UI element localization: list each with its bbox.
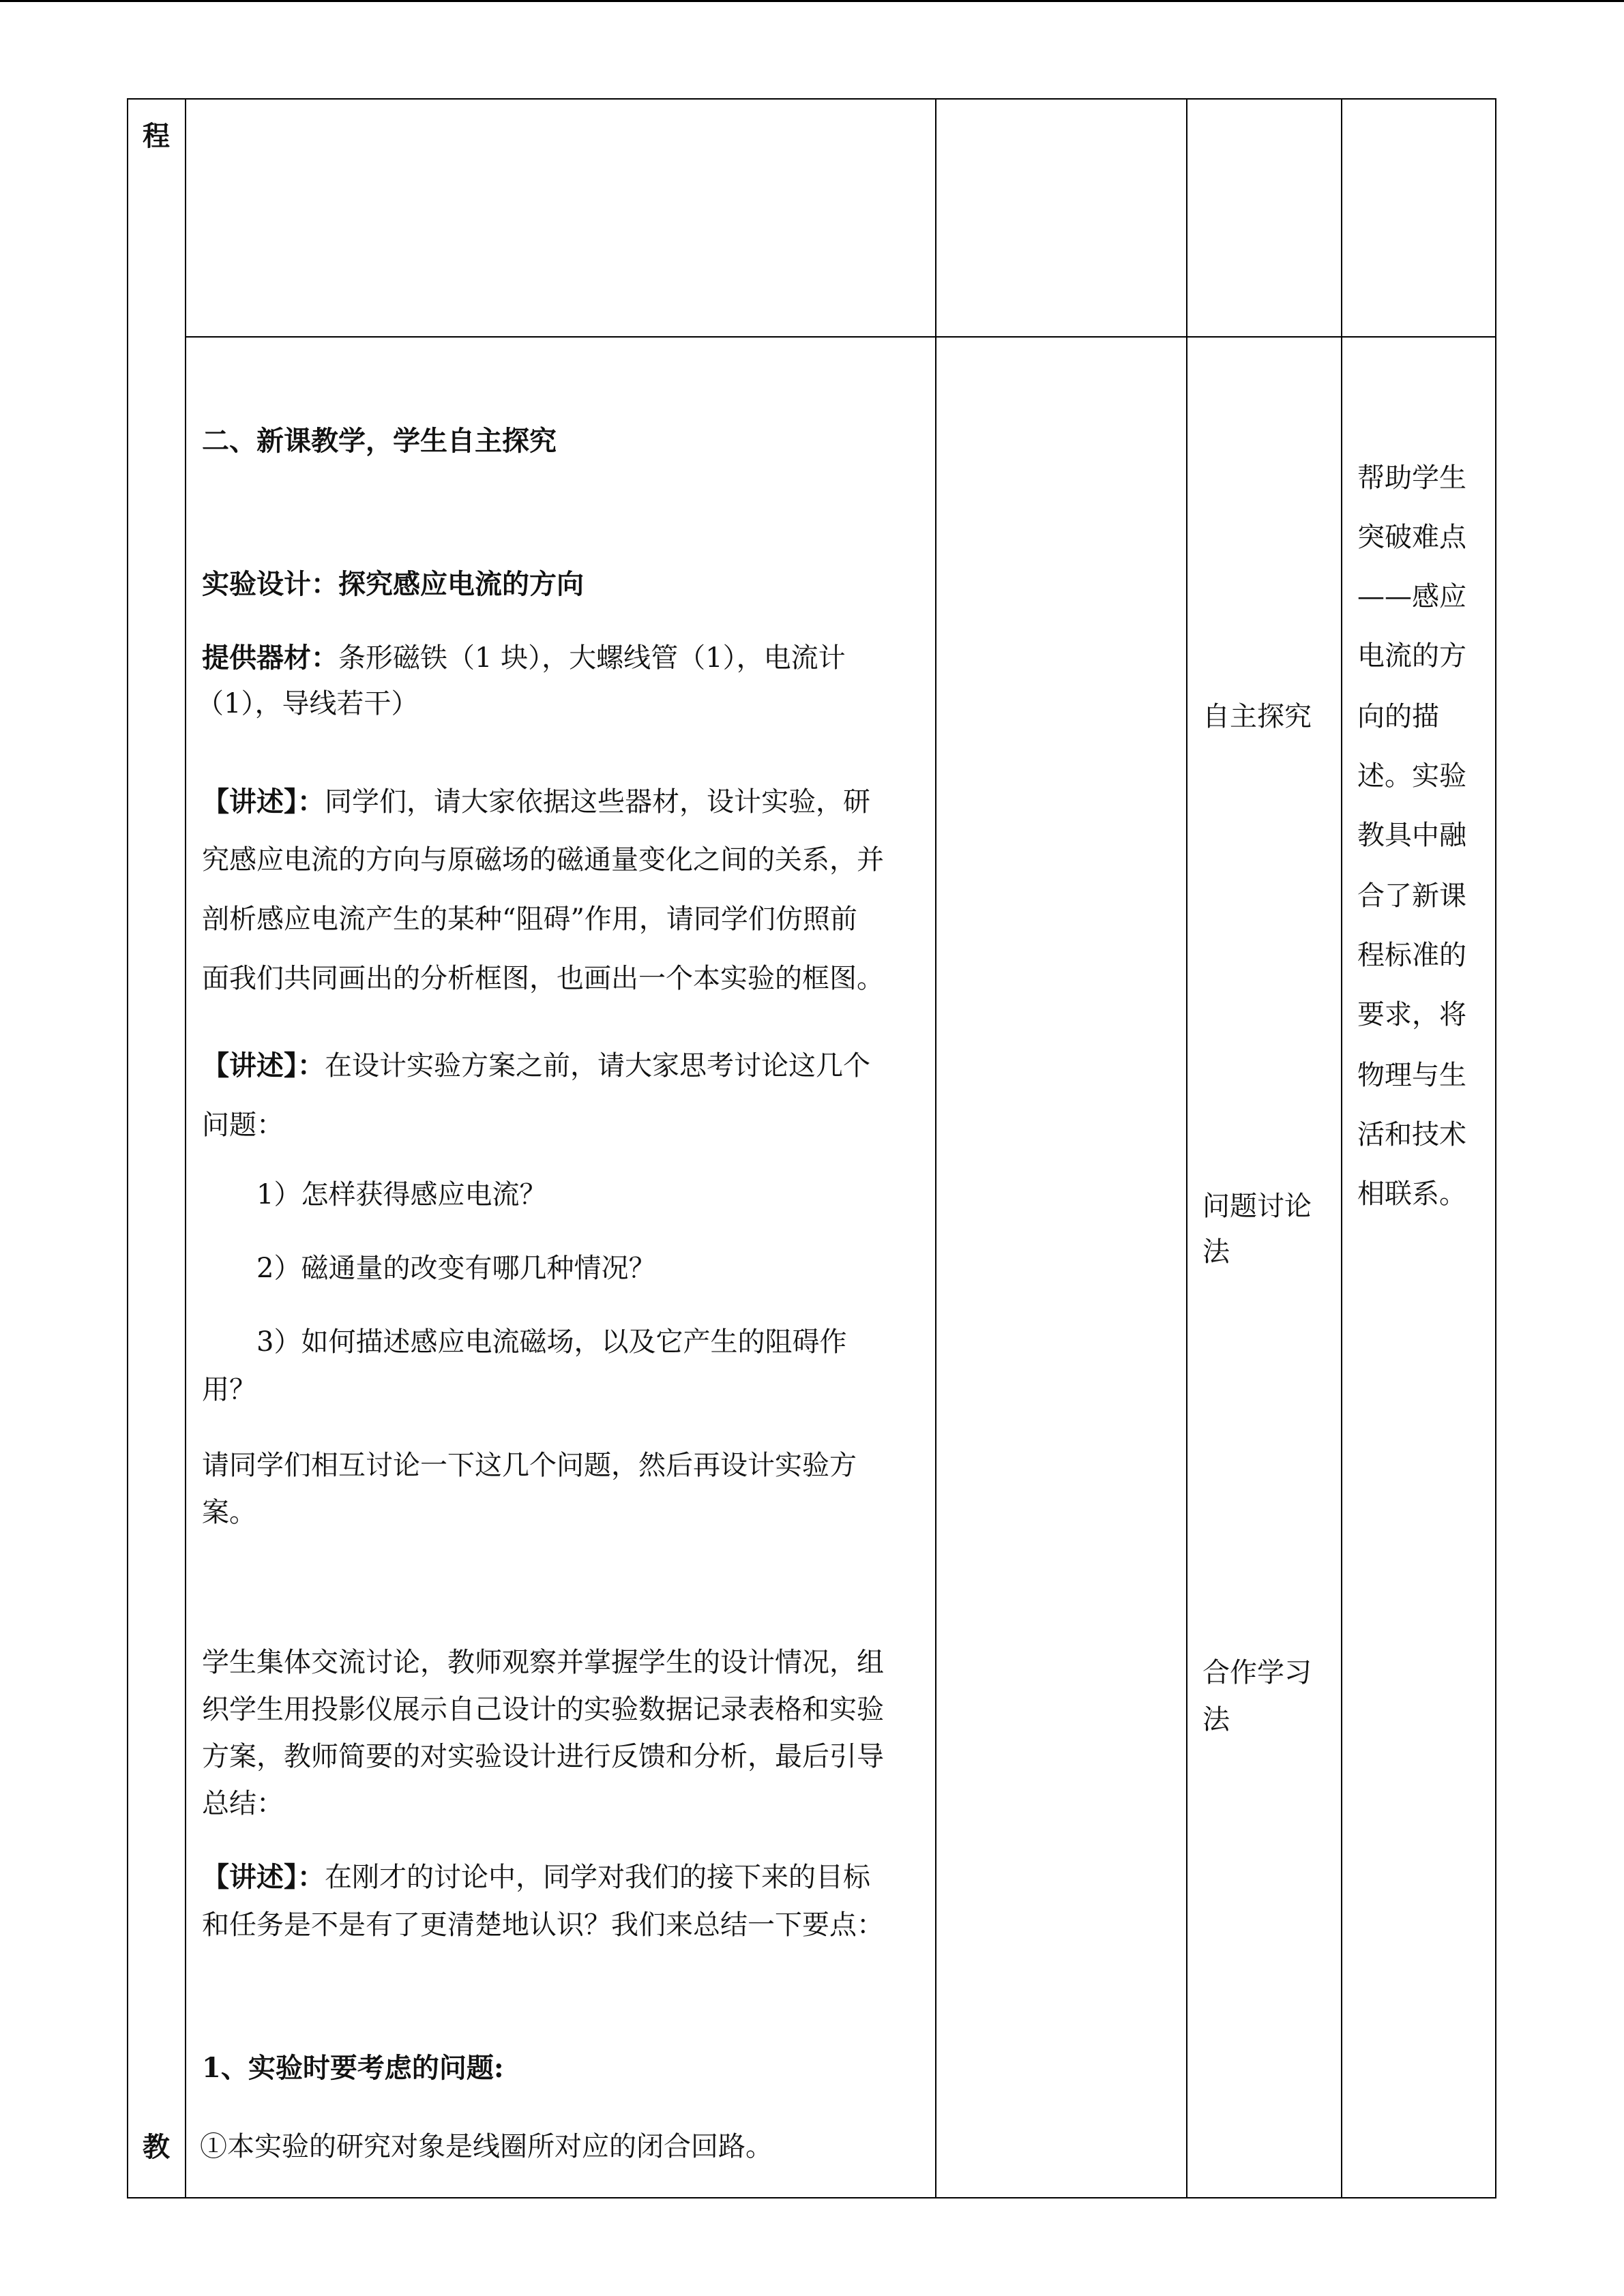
question-1: 1）怎样获得感应电流？ [256,1179,547,1210]
para1-line-4: 面我们共同画出的分析框图，也画出一个本实验的框图。 [202,963,884,994]
para3-label: 【讲述】： [202,1861,325,1893]
para2-line-1: 【讲述】：在设计实验方案之前，请大家思考讨论这几个 [202,1049,870,1082]
table-divider-4 [1341,98,1342,2198]
para1-line-3: 剖析感应电流产生的某种“阻碍”作用，请同学们仿照前 [202,904,857,935]
intent-line-1: 帮助学生 [1357,462,1466,494]
table-border-right [1495,98,1496,2198]
intent-line-10: 要求，将 [1357,999,1466,1030]
method-self-explore: 自主探究 [1202,701,1312,732]
student-line-4: 总结： [202,1788,284,1819]
intent-line-7: 教具中融 [1357,820,1466,851]
method-discussion-2: 法 [1202,1236,1230,1268]
discuss-line-2: 案。 [202,1497,256,1528]
materials-line-2: （1），导线若干） [196,688,419,719]
experiment-heading: 实验设计：探究感应电流的方向 [202,568,584,600]
table-border-top [127,98,1496,100]
section-heading: 二、新课教学，学生自主探究 [202,425,557,457]
intent-line-4: 电流的方 [1357,640,1466,672]
para2-line-2: 问题： [202,1109,284,1141]
intent-line-6: 述。实验 [1357,760,1466,792]
table-border-bottom [127,2197,1496,2198]
materials-line [202,634,846,682]
student-line-3: 方案，教师简要的对实验设计进行反馈和分析，最后引导 [202,1741,884,1772]
page-top-border [0,0,1624,2]
table-row-divider [185,336,1496,338]
intent-line-11: 物理与生 [1357,1060,1466,1091]
summary-point-1: ①本实验的研究对象是线圈所对应的闭合回路。 [200,2131,773,2162]
student-line-1: 学生集体交流讨论，教师观察并掌握学生的设计情况，组 [202,1647,884,1678]
method-cooperative-2: 法 [1202,1704,1230,1735]
question-2: 2）磁通量的改变有哪几种情况？ [256,1253,656,1284]
table-border-left [127,98,128,2198]
intent-line-12: 活和技术 [1357,1119,1466,1150]
table-divider-3 [1186,98,1187,2198]
intent-line-3: ——感应 [1357,581,1466,612]
side-label-top: 程 [143,120,170,152]
student-line-2: 织学生用投影仪展示自己设计的实验数据记录表格和实验 [202,1694,884,1725]
discuss-line-1: 请同学们相互讨论一下这几个问题，然后再设计实验方 [202,1450,857,1481]
intent-line-8: 合了新课 [1357,880,1466,912]
method-discussion-1: 问题讨论 [1202,1191,1312,1222]
para1-line-2: 究感应电流的方向与原磁场的磁通量变化之间的关系，并 [202,844,884,876]
para1-line-1: 【讲述】：同学们，请大家依据这些器材，设计实验，研 [202,786,870,818]
table-divider-1 [185,98,186,2198]
para3-line-2: 和任务是不是有了更清楚地认识？我们来总结一下要点： [202,1909,884,1941]
para1-label: 【讲述】： [202,786,325,818]
intent-line-2: 突破难点 [1357,522,1466,553]
question-3: 3）如何描述感应电流磁场，以及它产生的阻碍作 [256,1326,847,1358]
materials-label: 提供器材： [202,642,338,674]
table-divider-2 [935,98,936,2198]
method-cooperative-1: 合作学习 [1202,1657,1312,1688]
summary-heading: 1、实验时要考虑的问题: [202,2052,504,2084]
intent-line-5: 向的描 [1357,701,1439,732]
intent-line-9: 程标准的 [1357,940,1466,971]
question-3-cont: 用？ [202,1374,256,1405]
intent-line-13: 相联系。 [1357,1178,1466,1210]
para3-line-1: 【讲述】：在刚才的讨论中，同学对我们的接下来的目标 [202,1861,870,1893]
side-label-bottom: 教 [143,2131,170,2163]
materials-text: 条形磁铁（1 块），大螺线管（1），电流计 [338,642,846,674]
para2-label: 【讲述】： [202,1049,325,1082]
